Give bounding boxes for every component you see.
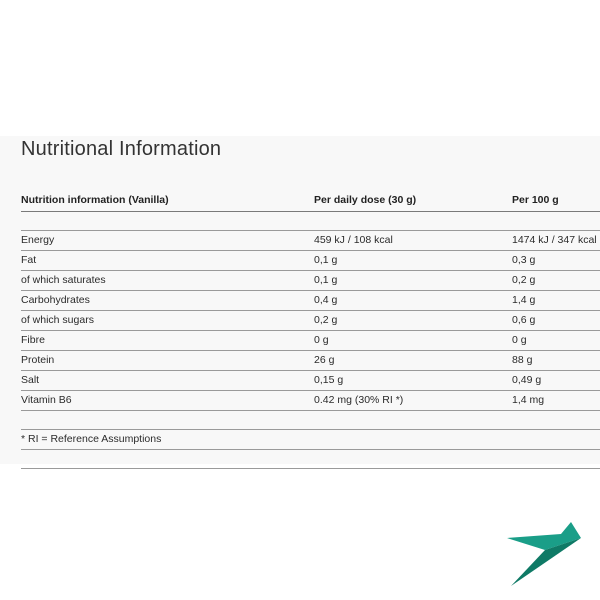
row-per-100g: 1,4 mg [512, 394, 545, 406]
row-per-dose: 26 g [314, 354, 335, 366]
table-row [21, 371, 600, 391]
row-per-100g: 88 g [512, 354, 533, 366]
table-row [21, 271, 600, 291]
table-spacer-row [21, 411, 600, 430]
row-label: Salt [21, 374, 40, 386]
row-label: Energy [21, 234, 55, 246]
row-per-100g: 1474 kJ / 347 kcal [512, 234, 597, 246]
logo-upper-shape [507, 522, 581, 550]
header-nutrient: Nutrition information (Vanilla) [21, 194, 169, 206]
row-label: Fat [21, 254, 37, 266]
table-row [21, 331, 600, 351]
row-per-100g: 0,6 g [512, 314, 536, 326]
table-row [21, 391, 600, 411]
row-per-100g: 0,49 g [512, 374, 542, 386]
table-row [21, 291, 600, 311]
row-per-100g: 0,3 g [512, 254, 536, 266]
table-row [21, 231, 600, 251]
row-per-dose: 0,1 g [314, 254, 338, 266]
table-header-row [21, 190, 600, 212]
row-per-dose: 0,1 g [314, 274, 338, 286]
row-per-dose: 459 kJ / 108 kcal [314, 234, 393, 246]
row-per-100g: 0,2 g [512, 274, 536, 286]
row-per-dose: 0.42 mg (30% RI *) [314, 394, 404, 406]
row-per-dose: 0,4 g [314, 294, 338, 306]
table-spacer-row [21, 212, 600, 231]
table-spacer-row [21, 450, 600, 469]
row-label: of which sugars [21, 314, 94, 326]
row-per-100g: 0 g [512, 334, 527, 346]
row-per-dose: 0,2 g [314, 314, 338, 326]
table-row [21, 351, 600, 371]
nutrition-table [21, 190, 600, 469]
header-per-dose: Per daily dose (30 g) [314, 194, 417, 206]
table-footnote: * RI = Reference Assumptions [21, 430, 600, 450]
row-per-100g: 1,4 g [512, 294, 536, 306]
table-row [21, 311, 600, 331]
arrow-logo-icon [505, 520, 583, 588]
row-label: Protein [21, 354, 55, 366]
table-row [21, 251, 600, 271]
row-label: of which saturates [21, 274, 106, 286]
row-per-dose: 0,15 g [314, 374, 344, 386]
page-title: Nutritional Information [21, 138, 222, 160]
header-per-100g: Per 100 g [512, 194, 559, 206]
row-label: Carbohydrates [21, 294, 90, 306]
row-label: Vitamin B6 [21, 394, 72, 406]
row-per-dose: 0 g [314, 334, 329, 346]
row-label: Fibre [21, 334, 45, 346]
